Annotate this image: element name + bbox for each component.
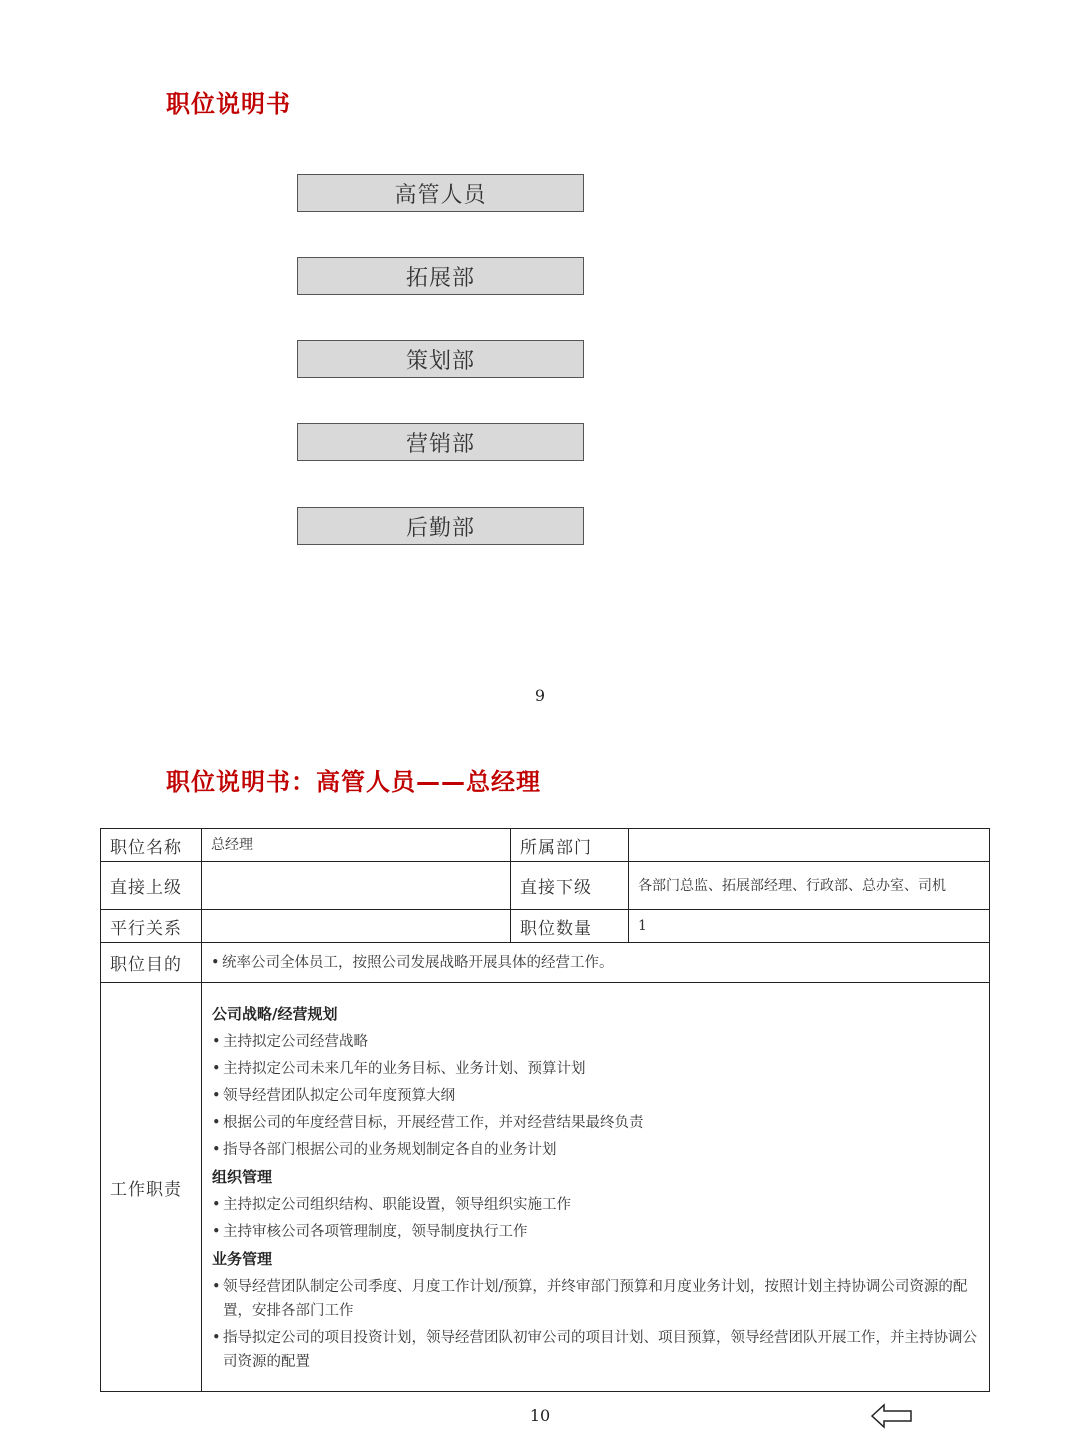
duty-item: • 指导各部门根据公司的业务规划制定各自的业务计划: [212, 1138, 979, 1162]
purpose-item: • 统率公司全体员工，按照公司发展战略开展具体的经营工作。: [211, 951, 980, 975]
dept-box-planning: 策划部: [297, 340, 584, 378]
department-label: 所属部门: [511, 829, 629, 862]
dept-box-marketing: 营销部: [297, 423, 584, 461]
parallel-value: [202, 910, 511, 943]
job-description-table: [100, 828, 990, 1392]
subordinate-label: 直接下级: [511, 862, 629, 910]
duty-section-heading: 业务管理: [212, 1250, 273, 1268]
headcount-label: 职位数量: [511, 910, 629, 943]
duty-item: • 根据公司的年度经营目标，开展经营工作，并对经营结果最终负责: [212, 1111, 979, 1135]
duty-item: • 主持拟定公司未来几年的业务目标、业务计划、预算计划: [212, 1057, 979, 1081]
purpose-value: [202, 943, 990, 983]
superior-value: [202, 862, 511, 910]
section-title: 职位说明书：高管人员——总经理: [166, 768, 541, 796]
duty-item: • 指导拟定公司的项目投资计划，领导经营团队初审公司的项目计划、项目预算，领导经营团队开展工作，并主持协调公司资源的配置: [212, 1326, 979, 1374]
back-arrow-icon[interactable]: [870, 1403, 914, 1429]
table-row: [101, 983, 990, 1392]
duties-label: 工作职责: [101, 983, 202, 1392]
dept-box-expansion: 拓展部: [297, 257, 584, 295]
duties-cell: [202, 983, 990, 1392]
table-row: [101, 829, 990, 862]
parallel-label: 平行关系: [101, 910, 202, 943]
duty-item: • 主持拟定公司经营战略: [212, 1030, 979, 1054]
position-name-label: 职位名称: [101, 829, 202, 862]
duty-section-heading: 组织管理: [212, 1168, 273, 1186]
page-number: 9: [534, 686, 546, 705]
duty-item: • 主持拟定公司组织结构、职能设置，领导组织实施工作: [212, 1193, 979, 1217]
table-row: [101, 862, 990, 910]
duty-item: • 领导经营团队拟定公司年度预算大纲: [212, 1084, 979, 1108]
dept-box-executives: 高管人员: [297, 174, 584, 212]
purpose-label: 职位目的: [101, 943, 202, 983]
dept-box-logistics: 后勤部: [297, 507, 584, 545]
subordinate-value: 各部门总监、拓展部经理、行政部、总办室、司机: [629, 862, 990, 910]
page-number: 10: [529, 1406, 551, 1425]
table-row: [101, 943, 990, 983]
duty-item: • 领导经营团队制定公司季度、月度工作计划/预算，并终审部门预算和月度业务计划，按照计划主持协调公司资源的配置，安排各部门工作: [212, 1275, 979, 1323]
duty-item: • 主持审核公司各项管理制度，领导制度执行工作: [212, 1220, 979, 1244]
duty-section-heading: 公司战略/经营规划: [212, 1005, 338, 1023]
superior-label: 直接上级: [101, 862, 202, 910]
headcount-value: 1: [629, 910, 990, 943]
position-name-value: 总经理: [202, 829, 511, 862]
table-row: [101, 910, 990, 943]
page-title: 职位说明书: [166, 90, 291, 118]
department-value: [629, 829, 990, 862]
